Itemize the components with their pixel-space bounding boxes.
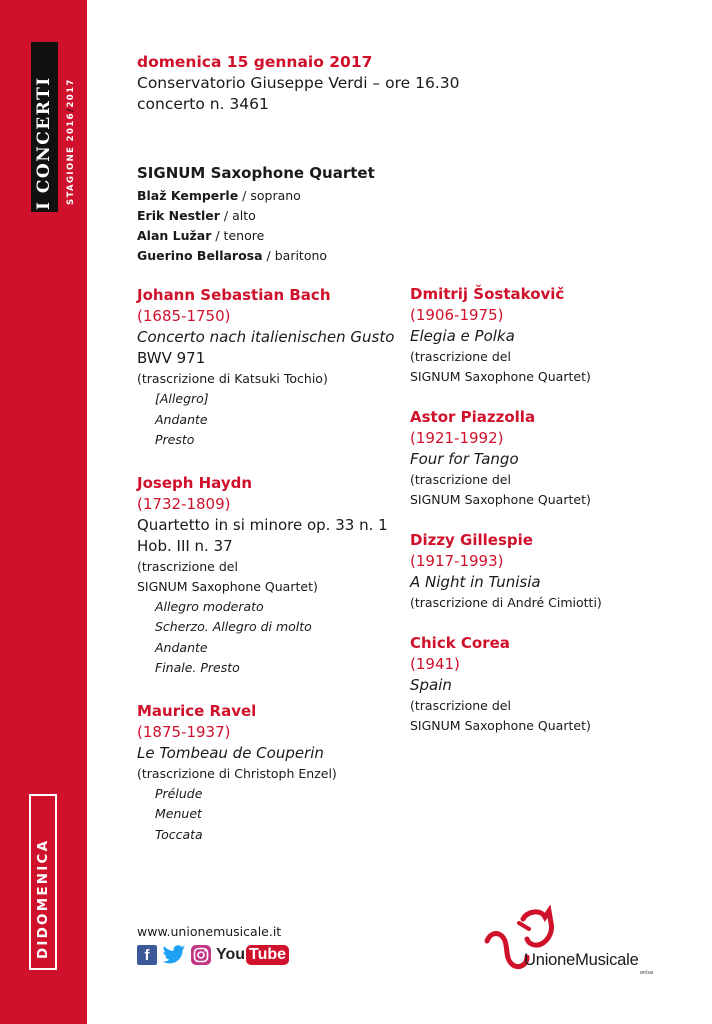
program-entry-ravel	[137, 701, 397, 846]
performer	[137, 226, 375, 246]
season-separator: /	[66, 107, 76, 113]
program-entry-haydn	[137, 473, 397, 679]
transcription-note: SIGNUM Saxophone Quartet)	[410, 369, 591, 384]
series-title: I CONCERTI	[34, 76, 54, 210]
transcription-note: (trascrizione di Katsuki Tochio)	[137, 371, 328, 386]
composer-dates: (1941)	[410, 655, 460, 673]
youtube-tube: Tube	[246, 945, 289, 965]
composer-name: Johann Sebastian Bach	[137, 286, 331, 304]
transcription-note: (trascrizione del	[410, 472, 511, 487]
performer-name: Alan Lužar	[137, 228, 212, 243]
movement: [Allegro]	[155, 391, 209, 406]
logo-text: UnioneMusicale	[524, 951, 639, 969]
ensemble	[137, 164, 375, 266]
performer-role: / tenore	[211, 228, 265, 243]
instagram-icon[interactable]	[191, 945, 211, 965]
performer	[137, 246, 375, 266]
movement: Toccata	[155, 826, 203, 842]
movement: Presto	[155, 432, 195, 447]
program-entry-gillespie	[410, 530, 690, 613]
movement: Prélude	[155, 785, 203, 801]
season-label	[64, 78, 78, 205]
ensemble-name: SIGNUM Saxophone Quartet	[137, 164, 375, 182]
movement: Andante	[155, 411, 208, 427]
program-entry-bach	[137, 285, 397, 451]
work-title: Four for Tango	[410, 450, 519, 468]
composer-dates: (1906-1975)	[410, 306, 504, 324]
work-title: Spain	[410, 676, 452, 694]
composer-name: Dizzy Gillespie	[410, 531, 533, 549]
transcription-note: (trascrizione del	[410, 698, 511, 713]
composer-name: Chick Corea	[410, 634, 510, 652]
movement: Scherzo. Allegro di molto	[155, 619, 312, 634]
transcription-note: (trascrizione del	[410, 349, 511, 364]
program-right-column	[410, 284, 690, 736]
transcription-note: SIGNUM Saxophone Quartet)	[137, 578, 318, 594]
social-links	[137, 945, 289, 965]
spacer	[137, 679, 397, 701]
youtube-icon[interactable]	[216, 945, 289, 965]
work-title: Le Tombeau de Couperin	[137, 743, 324, 762]
transcription-note: (trascrizione del	[137, 558, 238, 574]
performer-role: / soprano	[238, 188, 301, 203]
work-catalog: Hob. III n. 37	[137, 536, 233, 555]
composer-dates: (1875-1937)	[137, 722, 231, 741]
transcription-note: (trascrizione di André Cimiotti)	[410, 595, 602, 610]
movement: Allegro moderato	[155, 598, 264, 614]
transcription-note: SIGNUM Saxophone Quartet)	[410, 718, 591, 733]
performer	[137, 206, 375, 226]
performer-name: Blaž Kemperle	[137, 188, 239, 203]
youtube-you: You	[216, 946, 246, 963]
event-header	[137, 52, 459, 115]
spacer	[137, 451, 397, 473]
performer-name: Erik Nestler	[137, 208, 220, 223]
composer-name: Maurice Ravel	[137, 701, 257, 720]
work-catalog: BWV 971	[137, 349, 206, 367]
website-link[interactable]: www.unionemusicale.it	[137, 924, 282, 939]
transcription-note: SIGNUM Saxophone Quartet)	[410, 492, 591, 507]
work-title: Quartetto in si minore op. 33 n. 1	[137, 515, 388, 534]
composer-name: Joseph Haydn	[137, 473, 253, 492]
twitter-bird-shape	[162, 945, 186, 965]
work-title: A Night in Tunisia	[410, 573, 541, 591]
logo-subtext: onlus	[640, 970, 654, 976]
program-left-column	[137, 285, 397, 845]
program-entry-shostakovich	[410, 284, 690, 387]
performer	[137, 186, 375, 206]
composer-dates: (1921-1992)	[410, 429, 504, 447]
event-venue: Conservatorio Giuseppe Verdi – ore 16.30	[137, 74, 460, 92]
composer-name: Astor Piazzolla	[410, 408, 536, 426]
work-title: Concerto nach italienischen Gusto	[137, 328, 395, 346]
composer-dates: (1732-1809)	[137, 494, 231, 513]
movement: Menuet	[155, 806, 202, 821]
performer-role: / baritono	[262, 248, 328, 263]
spacer	[410, 613, 690, 633]
performer-role: / alto	[219, 208, 256, 223]
movement: Finale. Presto	[155, 660, 240, 675]
work-title: Elegia e Polka	[410, 327, 515, 345]
movement: Andante	[155, 639, 208, 655]
transcription-note: (trascrizione di Christoph Enzel)	[137, 765, 337, 781]
event-date: domenica 15 gennaio 2017	[137, 53, 373, 71]
season-end: 2017	[66, 78, 76, 108]
sidebar	[0, 0, 87, 1024]
spacer	[410, 387, 690, 407]
brand-label: DIDOMENICA	[35, 838, 51, 959]
season-start: STAGIONE 2016	[66, 112, 76, 205]
composer-dates: (1917-1993)	[410, 552, 504, 570]
facebook-icon[interactable]: f	[137, 945, 157, 965]
twitter-icon[interactable]	[162, 945, 186, 965]
composer-dates: (1685-1750)	[137, 307, 231, 325]
spacer	[410, 510, 690, 530]
program-entry-corea	[410, 633, 690, 736]
concert-number: concerto n. 3461	[137, 95, 269, 113]
composer-name: Dmitrij Šostakovič	[410, 285, 565, 303]
program-entry-piazzolla	[410, 407, 690, 510]
instagram-glyph	[191, 945, 211, 965]
performer-name: Guerino Bellarosa	[137, 248, 263, 263]
